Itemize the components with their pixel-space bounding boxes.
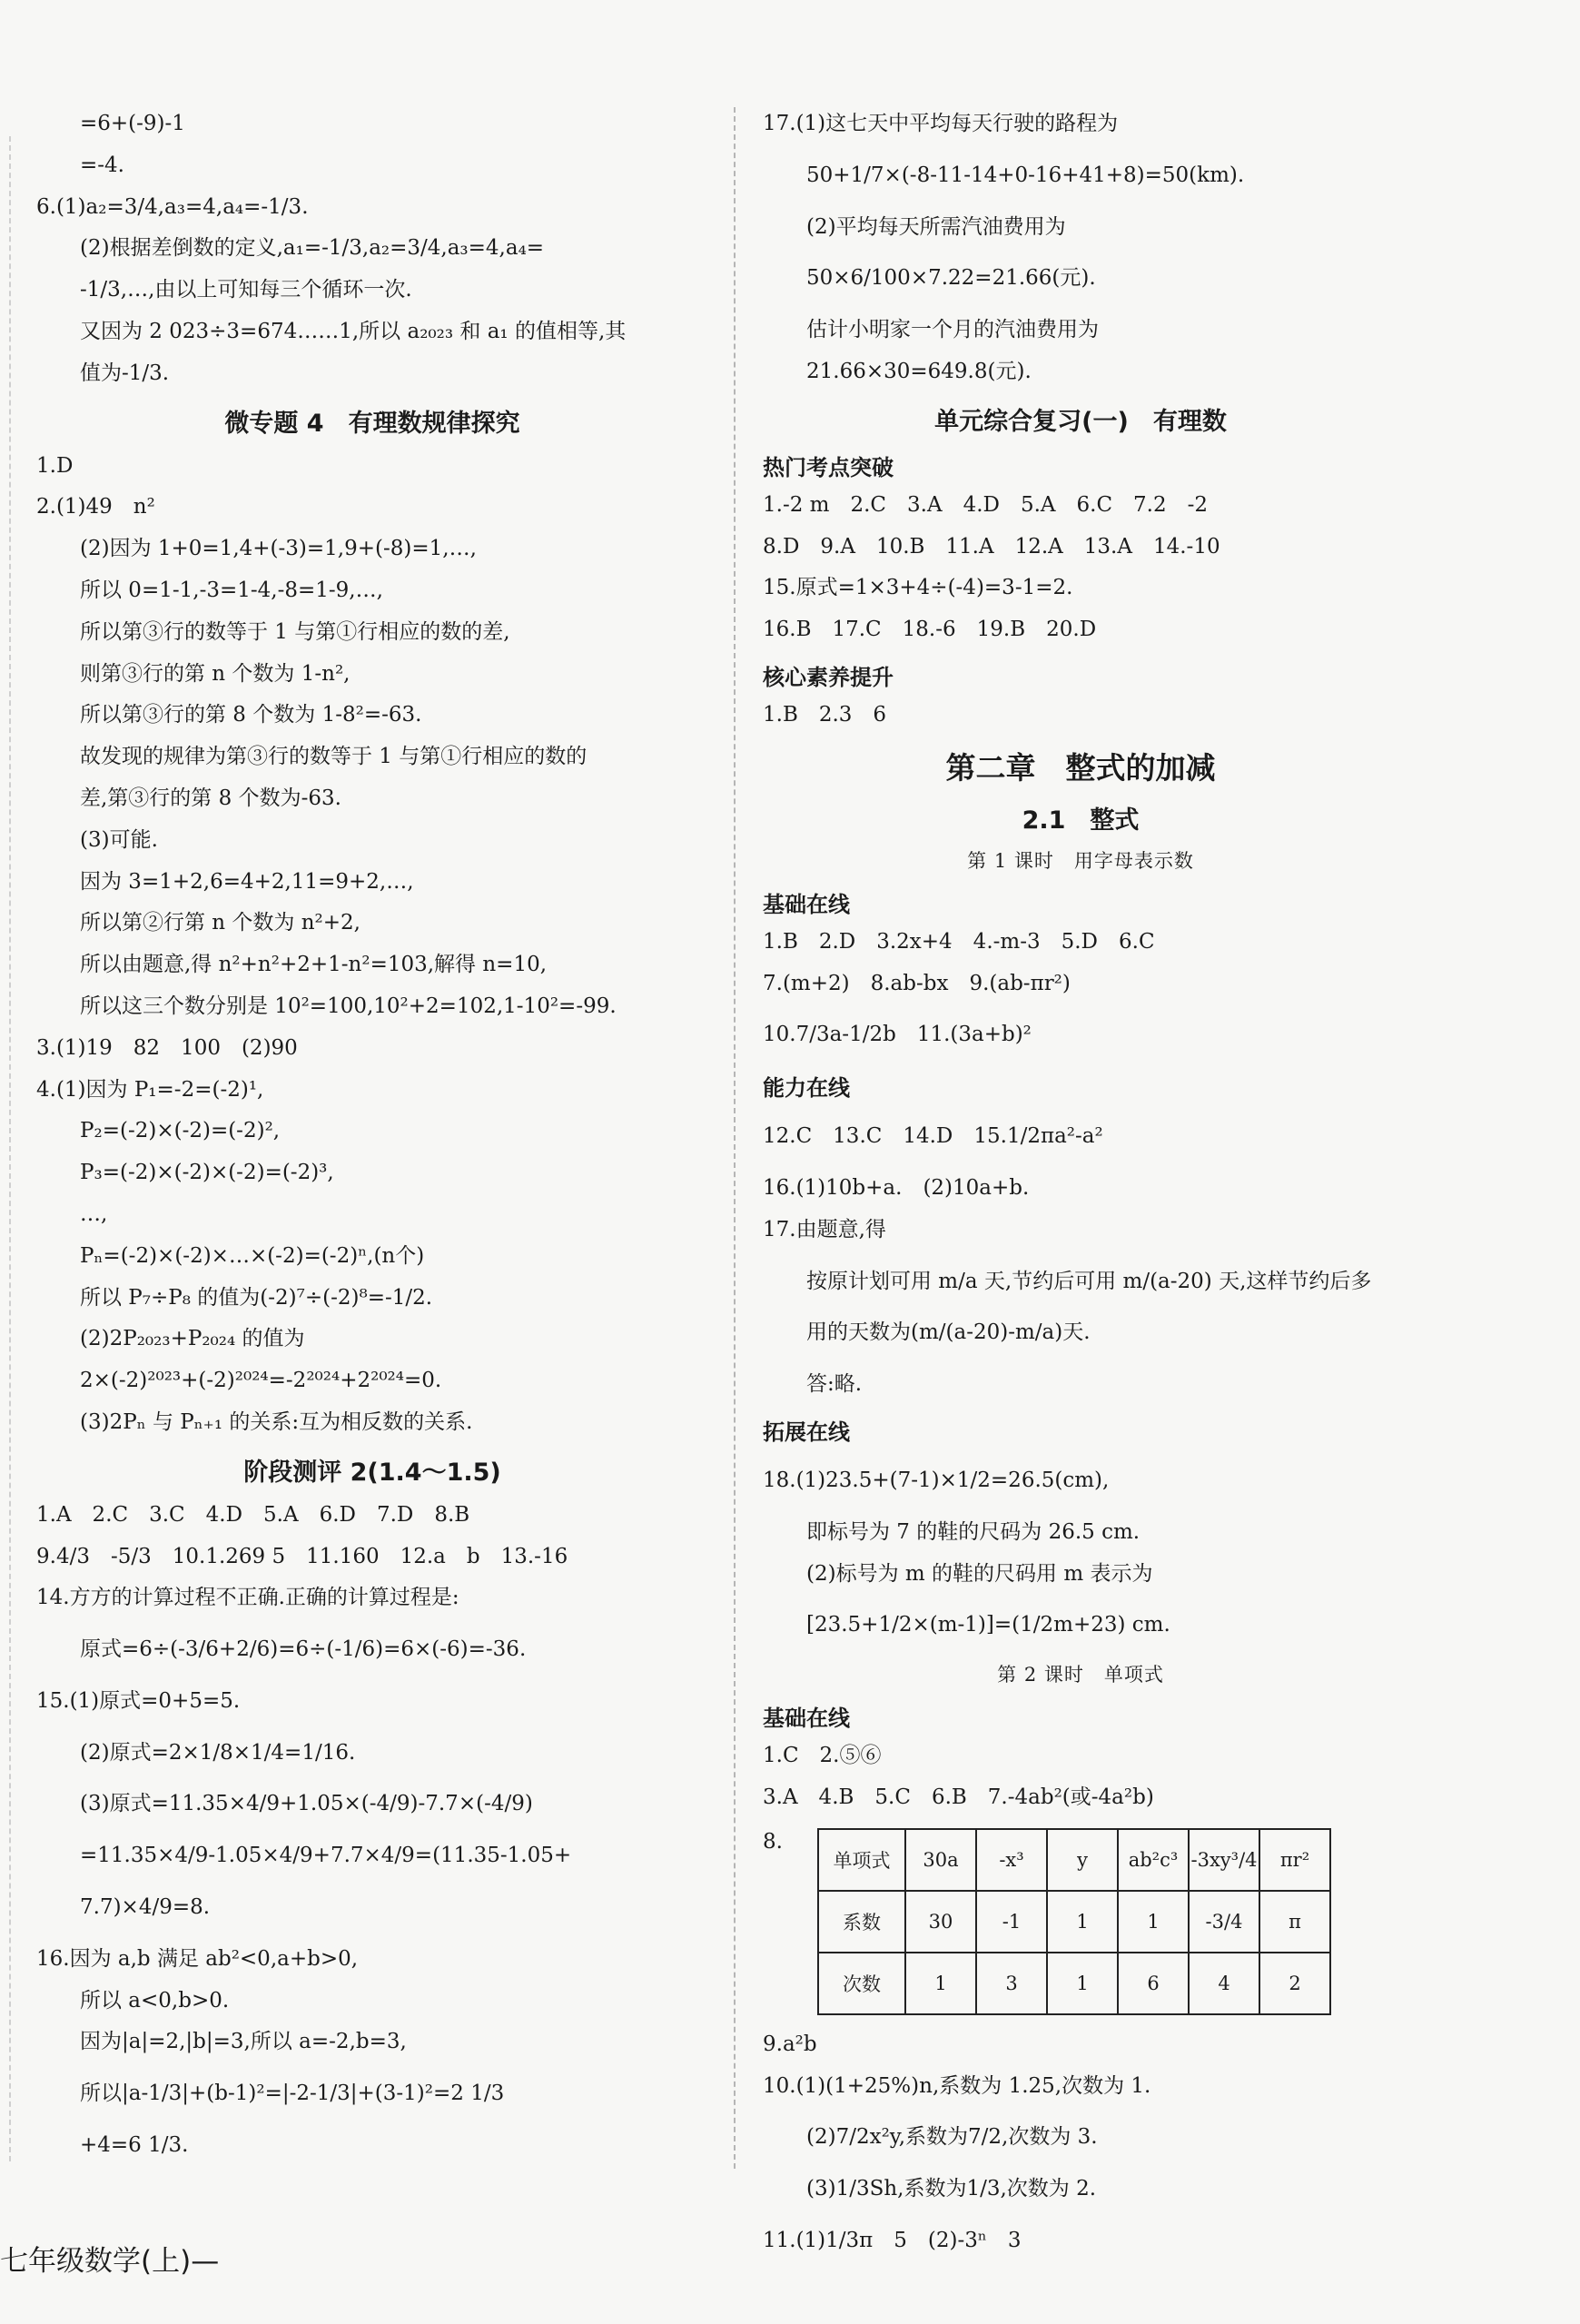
- answer-line: 又因为 2 023÷3=674……1,所以 a₂₀₂₃ 和 a₁ 的值相等,其: [80, 319, 627, 343]
- answer-line: 7.(m+2) 8.ab-bx 9.(ab-πr²): [763, 971, 1071, 995]
- answer-line: 1.C 2.⑤⑥: [763, 1744, 882, 1768]
- answer-line: 所以第③行的数等于 1 与第①行相应的数的差,: [80, 619, 510, 644]
- answer-line: 1.A 2.C 3.C 4.D 5.A 6.D 7.D 8.B: [36, 1502, 470, 1527]
- answer-line: 16.因为 a,b 满足 ab²<0,a+b>0,: [36, 1946, 359, 1971]
- answer-line: 所以第②行第 n 个数为 n²+2,: [80, 911, 360, 935]
- answer-line: =11.35×4/9-1.05×4/9+7.7×4/9=(11.35-1.05+: [80, 1844, 572, 1868]
- lesson-title: 第 1 课时 用字母表示数: [967, 849, 1194, 872]
- monomial-table: [817, 1828, 1331, 2015]
- answer-line: 17.(1)这七天中平均每天行驶的路程为: [763, 112, 1119, 135]
- answer-line: 所以这三个数分别是 10²=100,10²+2=102,1-10²=-99.: [80, 994, 617, 1018]
- answer-line: (2)原式=2×1/8×1/4=1/16.: [80, 1740, 356, 1765]
- lesson-title: 第 2 课时 单项式: [997, 1664, 1164, 1686]
- subsection-heading: 基础在线: [763, 1706, 850, 1732]
- answer-line: 15.原式=1×3+4÷(-4)=3-1=2.: [763, 576, 1073, 600]
- table-cell: 单项式: [818, 1829, 905, 1891]
- answer-line: 7.7)×4/9=8.: [80, 1895, 211, 1920]
- answer-line: 10.7/3a-1/2b 11.(3a+b)²: [763, 1023, 1032, 1047]
- answer-line: (2)标号为 m 的鞋的尺码用 m 表示为: [806, 1561, 1153, 1586]
- section-heading: 阶段测评 2(1.4～1.5): [243, 1458, 501, 1487]
- answer-line: 14.方方的计算过程不正确.正确的计算过程是:: [36, 1586, 459, 1610]
- answer-line: P₂=(-2)×(-2)=(-2)²,: [80, 1119, 281, 1143]
- table-cell: π: [1259, 1891, 1330, 1953]
- answer-line: -1/3,…,由以上可知每三个循环一次.: [80, 278, 412, 302]
- answer-line: 21.66×30=649.8(元).: [806, 359, 1032, 383]
- table-cell: πr²: [1259, 1829, 1330, 1891]
- table-cell: 系数: [818, 1891, 905, 1953]
- answer-line: 所以|a-1/3|+(b-1)²=|-2-1/3|+(3-1)²=2 1/3: [80, 2082, 505, 2106]
- answer-line: 用的天数为(m/(a-20)-m/a)天.: [806, 1320, 1091, 1345]
- answer-line: 17.由题意,得: [763, 1217, 886, 1241]
- answer-line: (3)1/3Sh,系数为1/3,次数为 2.: [806, 2177, 1097, 2201]
- chapter-title: 第二章 整式的加减: [945, 749, 1216, 786]
- answer-line: 6.(1)a₂=3/4,a₃=4,a₄=-1/3.: [36, 194, 309, 219]
- table-row: [818, 1953, 1330, 2014]
- table-cell: 3: [976, 1953, 1047, 2014]
- answer-line: 则第③行的第 n 个数为 1-n²,: [80, 661, 351, 686]
- left-column: [36, 107, 708, 2181]
- table-cell: -3xy³/4: [1189, 1829, 1259, 1891]
- answer-line: 原式=6÷(-3/6+2/6)=6÷(-1/6)=6×(-6)=-36.: [80, 1637, 527, 1662]
- question-8: [763, 1823, 1398, 2028]
- answer-line: 因为 3=1+2,6=4+2,11=9+2,…,: [80, 869, 414, 894]
- answer-line: (3)2Pₙ 与 Pₙ₊₁ 的关系:互为相反数的关系.: [80, 1409, 473, 1434]
- table-row: [818, 1829, 1330, 1891]
- answer-line: P₃=(-2)×(-2)×(-2)=(-2)³,: [80, 1161, 334, 1185]
- answer-line: 3.(1)19 82 100 (2)90: [36, 1035, 298, 1060]
- table-cell: -1: [976, 1891, 1047, 1953]
- answer-line: (2)7/2x²y,系数为7/2,次数为 3.: [806, 2125, 1098, 2150]
- table-cell: 1: [1118, 1891, 1189, 1953]
- answer-line: 8.D 9.A 10.B 11.A 12.A 13.A 14.-10: [763, 534, 1220, 559]
- answer-line: 15.(1)原式=0+5=5.: [36, 1688, 241, 1713]
- subsection-heading: 热门考点突破: [763, 454, 894, 480]
- answer-line: 10.(1)(1+25%)n,系数为 1.25,次数为 1.: [763, 2073, 1151, 2098]
- answer-line: 所以 a<0,b>0.: [80, 1988, 230, 2012]
- answer-line: 估计小明家一个月的汽油费用为: [806, 318, 1099, 342]
- answer-line: (2)因为 1+0=1,4+(-3)=1,9+(-8)=1,…,: [80, 537, 477, 561]
- answer-line: (2)平均每天所需汽油费用为: [806, 214, 1066, 239]
- answer-line: 所以 P₇÷P₈ 的值为(-2)⁷÷(-2)⁸=-1/2.: [80, 1285, 433, 1310]
- answer-line: [23.5+1/2×(m-1)]=(1/2m+23) cm.: [806, 1613, 1170, 1637]
- answer-line: 50+1/7×(-8-11-14+0-16+41+8)=50(km).: [806, 163, 1245, 187]
- answer-line: 所以第③行的第 8 个数为 1-8²=-63.: [80, 703, 422, 727]
- table-cell: 2: [1259, 1953, 1330, 2014]
- answer-line: 11.(1)1/3π 5 (2)-3ⁿ 3: [763, 2228, 1022, 2252]
- table-row: [818, 1891, 1330, 1953]
- answer-line: +4=6 1/3.: [80, 2133, 189, 2158]
- answer-line: 答:略.: [806, 1372, 863, 1397]
- table-cell: y: [1047, 1829, 1118, 1891]
- answer-line: 12.C 13.C 14.D 15.1/2πa²-a²: [763, 1124, 1103, 1149]
- table-cell: 30: [905, 1891, 976, 1953]
- table-cell: -x³: [976, 1829, 1047, 1891]
- answer-line: 1.D: [36, 453, 74, 478]
- answer-line: 因为|a|=2,|b|=3,所以 a=-2,b=3,: [80, 2030, 407, 2054]
- answer-line: …,: [80, 1202, 108, 1226]
- answer-line: (2)2P₂₀₂₃+P₂₀₂₄ 的值为: [80, 1327, 305, 1351]
- binding-edge: [9, 136, 11, 2161]
- answer-line: 9.4/3 -5/3 10.1.269 5 11.160 12.a b 13.-16: [36, 1544, 568, 1568]
- answer-line: 所以由题意,得 n²+n²+2+1-n²=103,解得 n=10,: [80, 953, 548, 977]
- answer-line: 50×6/100×7.22=21.66(元).: [806, 266, 1096, 291]
- answer-line: 16.B 17.C 18.-6 19.B 20.D: [763, 618, 1097, 642]
- answer-line: 值为-1/3.: [80, 361, 170, 385]
- question-number: 8.: [763, 1829, 783, 1854]
- table-cell: 1: [1047, 1891, 1118, 1953]
- answer-line: 差,第③行的第 8 个数为-63.: [80, 786, 341, 810]
- table-cell: ab²c³: [1118, 1829, 1189, 1891]
- answer-line: 18.(1)23.5+(7-1)×1/2=26.5(cm),: [763, 1468, 1110, 1492]
- answer-line: 2×(-2)²⁰²³+(-2)²⁰²⁴=-2²⁰²⁴+2²⁰²⁴=0.: [80, 1369, 442, 1393]
- table-cell: 30a: [905, 1829, 976, 1891]
- page-footer: 七年级数学(上)—: [0, 2245, 220, 2278]
- answer-line: (2)根据差倒数的定义,a₁=-1/3,a₂=3/4,a₃=4,a₄=: [80, 236, 545, 261]
- subsection-heading: 基础在线: [763, 891, 850, 917]
- answer-line: 1.B 2.D 3.2x+4 4.-m-3 5.D 6.C: [763, 929, 1155, 954]
- answer-line: 3.A 4.B 5.C 6.B 7.-4ab²(或-4a²b): [763, 1785, 1154, 1809]
- answer-line: Pₙ=(-2)×(-2)×…×(-2)=(-2)ⁿ,(n个): [80, 1243, 425, 1268]
- answer-line: 即标号为 7 的鞋的尺码为 26.5 cm.: [806, 1519, 1141, 1544]
- table-cell: 1: [1047, 1953, 1118, 2014]
- answer-line: 2.(1)49 n²: [36, 495, 155, 519]
- table-cell: 6: [1118, 1953, 1189, 2014]
- subsection-heading: 拓展在线: [763, 1419, 850, 1445]
- answer-line: 16.(1)10b+a. (2)10a+b.: [763, 1175, 1030, 1200]
- table-cell: 1: [905, 1953, 976, 2014]
- table-cell: -3/4: [1189, 1891, 1259, 1953]
- answer-line: 所以 0=1-1,-3=1-4,-8=1-9,…,: [80, 578, 383, 602]
- answer-line: (3)可能.: [80, 827, 158, 852]
- subsection-heading: 核心素养提升: [763, 664, 894, 690]
- answer-line: (3)原式=11.35×4/9+1.05×(-4/9)-7.7×(-4/9): [80, 1792, 533, 1816]
- answer-line: 1.B 2.3 6: [763, 702, 887, 727]
- right-column: [763, 107, 1398, 2276]
- answer-line: 按原计划可用 m/a 天,节约后可用 m/(a-20) 天,这样节约后多: [806, 1269, 1372, 1293]
- answer-line: =-4.: [80, 153, 124, 177]
- answer-line: 故发现的规律为第③行的数等于 1 与第①行相应的数的: [80, 745, 588, 769]
- column-divider: [734, 107, 736, 2169]
- answer-line: 4.(1)因为 P₁=-2=(-2)¹,: [36, 1077, 264, 1102]
- answer-line: 1.-2 m 2.C 3.A 4.D 5.A 6.C 7.2 -2: [763, 492, 1209, 517]
- section-heading: 单元综合复习(一) 有理数: [934, 407, 1227, 436]
- answer-line: 9.a²b: [763, 2032, 817, 2056]
- answer-line: =6+(-9)-1: [80, 112, 185, 135]
- subsection-heading: 能力在线: [763, 1075, 850, 1102]
- section-title: 2.1 整式: [1022, 806, 1140, 835]
- section-heading: 微专题 4 有理数规律探究: [224, 409, 520, 438]
- table-cell: 次数: [818, 1953, 905, 2014]
- table-cell: 4: [1189, 1953, 1259, 2014]
